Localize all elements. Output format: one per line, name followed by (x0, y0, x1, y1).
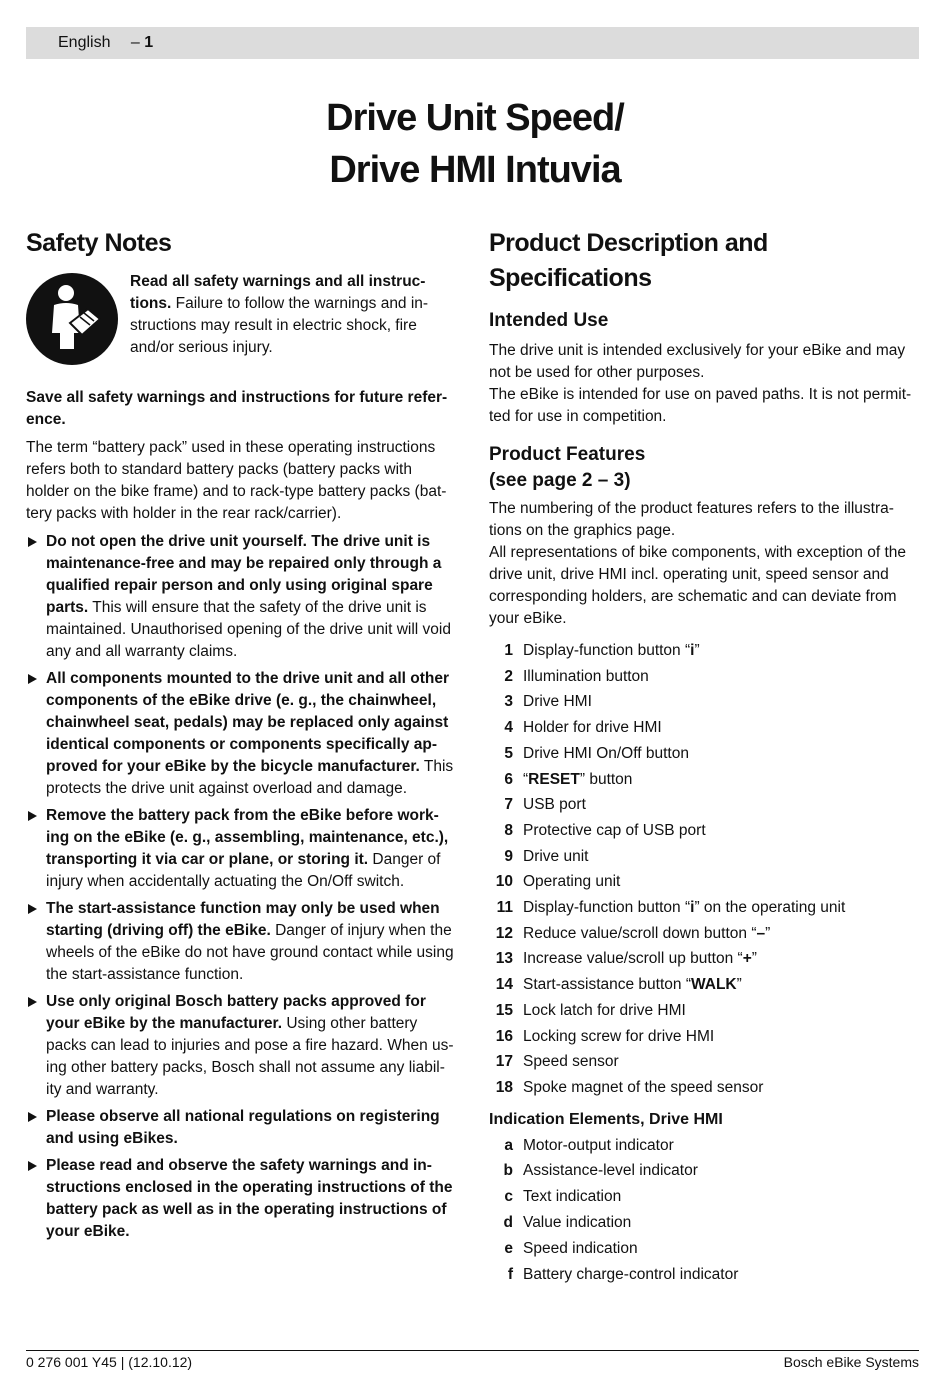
feature-number: 12 (495, 924, 513, 942)
feature-label: Protective cap of USB port (523, 821, 706, 839)
feature-label: “RESET” button (523, 770, 633, 788)
feature-item (489, 895, 921, 921)
feature-label: Illumination button (523, 667, 649, 685)
feature-label: Drive HMI (523, 693, 592, 711)
warning-item (26, 805, 456, 893)
header-separator: – (126, 34, 145, 51)
feature-label: Reduce value/scroll down button “–” (523, 924, 771, 942)
feature-item (489, 972, 921, 998)
safety-intro-bold: Read all safety warnings and all instruc-tions. (130, 273, 426, 312)
warning-bold: The start-assistance function may only be used when starting (driving off) the eBike. (46, 900, 440, 939)
feature-label: Drive HMI On/Off button (523, 744, 689, 762)
indicator-letter: c (504, 1188, 513, 1206)
feature-item (489, 844, 921, 870)
indicator-label: Battery charge-control indicator (523, 1265, 739, 1283)
indicator-label: Text indication (523, 1188, 622, 1206)
safety-heading: Safety Notes (26, 229, 172, 257)
feature-number: 3 (504, 693, 513, 711)
footer-doc-number: 0 276 001 Y45 | (12.10.12) (26, 1354, 193, 1370)
feature-number: 7 (504, 796, 513, 814)
header-page-number: 1 (144, 34, 154, 51)
warning-rest: Using other battery packs can lead to injuries and pose a fire hazard. When us-ing other battery packs, Bosch shall not assume any liabil-ity and warranty. (46, 1015, 454, 1098)
safety-intro-rest: Failure to follow the warnings and in-structions may result in electric shock, fire and/or serious injury. (130, 295, 429, 356)
document-title (0, 92, 950, 196)
features-heading-line-2: (see page 2 – 3) (489, 470, 631, 491)
feature-label: Locking screw for drive HMI (523, 1027, 715, 1045)
warning-bold: Do not open the drive unit yourself. The drive unit is maintenance-free and may be repaired only through a qualified repair person and only using original spare parts. (46, 533, 442, 616)
feature-number: 2 (504, 667, 513, 685)
indicator-label: Motor-output indicator (523, 1136, 674, 1154)
warning-item (26, 531, 456, 663)
feature-item (489, 792, 921, 818)
feature-item (489, 998, 921, 1024)
indicator-letter: f (507, 1265, 513, 1283)
intended-use-text-2: The eBike is intended for use on paved paths. It is not permit-ted for use in competition. (489, 386, 912, 425)
safety-warnings-list (26, 531, 456, 1243)
indicator-label: Value indication (523, 1214, 632, 1232)
warning-rest: Danger of injury when accidentally actuating the On/Off switch. (46, 851, 441, 890)
feature-item (489, 664, 921, 690)
feature-number: 17 (495, 1053, 513, 1071)
warning-item (26, 898, 456, 986)
indication-elements-list (489, 1133, 921, 1288)
feature-item (489, 1024, 921, 1050)
warning-bold: Remove the battery pack from the eBike before work-ing on the eBike (e. g., assembling, maintenance, etc.), transporting it via car or plane, or storing it. (46, 807, 449, 868)
feature-label: Speed sensor (523, 1053, 619, 1071)
indicator-item (489, 1236, 921, 1262)
indication-heading: Indication Elements, Drive HMI (489, 1110, 723, 1128)
feature-number: 5 (504, 744, 513, 762)
feature-number: 10 (495, 873, 513, 891)
safety-column (26, 226, 456, 1248)
feature-label: Increase value/scroll up button “+” (523, 950, 757, 968)
feature-item (489, 946, 921, 972)
feature-label: Drive unit (523, 847, 589, 865)
warning-rest: This protects the drive unit against overload and damage. (46, 758, 454, 797)
features-heading-line-1: Product Features (489, 444, 646, 465)
feature-label: Display-function button “i” on the operating unit (523, 899, 846, 917)
footer-company: Bosch eBike Systems (783, 1354, 919, 1370)
features-heading (489, 442, 921, 494)
warning-bold: Please read and observe the safety warnings and in-structions enclosed in the operating instructions of the battery pack as well as in the operating instructions of your eBike. (46, 1157, 453, 1240)
feature-number: 4 (504, 719, 513, 737)
feature-item (489, 638, 921, 664)
warning-bold: Use only original Bosch battery packs approved for your eBike by the manufacturer. (46, 993, 426, 1032)
product-heading: Product Description and Specifications (489, 229, 768, 292)
feature-item (489, 1075, 921, 1101)
feature-number: 9 (504, 847, 513, 865)
feature-label: Start-assistance button “WALK” (523, 976, 742, 994)
indicator-item (489, 1210, 921, 1236)
triangle-bullet-icon (28, 1112, 37, 1122)
indicator-item (489, 1262, 921, 1288)
feature-item (489, 715, 921, 741)
feature-number: 16 (495, 1027, 513, 1045)
intended-use-text-1: The drive unit is intended exclusively for your eBike and may not be used for other purposes. (489, 342, 906, 381)
indicator-label: Assistance-level indicator (523, 1162, 698, 1180)
warning-rest: Danger of injury when the wheels of the eBike do not have ground contact while using the start-assistance function. (46, 922, 454, 983)
feature-item (489, 869, 921, 895)
indicator-letter: b (503, 1162, 513, 1180)
feature-item (489, 921, 921, 947)
read-manual-icon (26, 273, 118, 365)
safety-intro (26, 271, 456, 365)
feature-item (489, 689, 921, 715)
feature-label: Lock latch for drive HMI (523, 1001, 686, 1019)
save-instructions-note: Save all safety warnings and instructions for future refer-ence. (26, 389, 448, 428)
header-language: English (58, 34, 111, 51)
product-column (489, 226, 921, 1287)
indicator-label: Speed indication (523, 1239, 638, 1257)
features-note-2: All representations of bike components, with exception of the drive unit, drive HMI incl. operating unit, speed sensor and corresponding holders, are schematic and can deviate from your eBike. (489, 544, 907, 627)
warning-item (26, 1155, 456, 1243)
feature-label: Operating unit (523, 873, 621, 891)
triangle-bullet-icon (28, 904, 37, 914)
warning-bold: Please observe all national regulations on registering and using eBikes. (46, 1108, 440, 1147)
feature-number: 1 (504, 642, 513, 659)
product-features-list (489, 638, 921, 1101)
feature-label: Display-function button “i” (523, 642, 700, 659)
feature-number: 14 (495, 976, 513, 994)
indicator-item (489, 1158, 921, 1184)
intended-use-heading: Intended Use (489, 310, 609, 331)
page-header (26, 27, 919, 59)
indicator-letter: e (504, 1239, 513, 1257)
warning-item (26, 668, 456, 800)
indicator-item (489, 1133, 921, 1159)
triangle-bullet-icon (28, 537, 37, 547)
feature-label: Holder for drive HMI (523, 719, 662, 737)
feature-number: 6 (504, 770, 513, 788)
warning-bold: All components mounted to the drive unit and all other components of the eBike drive (e. g., the chainwheel, chainwheel seat, pedals) may be replaced only against identical components or components specifically ap-proved for your eBike by the bicycle manufacturer. (46, 670, 450, 775)
triangle-bullet-icon (28, 674, 37, 684)
triangle-bullet-icon (28, 997, 37, 1007)
warning-rest: This will ensure that the safety of the drive unit is maintained. Unauthorised opening of the drive unit will void any and all warranty claims. (46, 599, 451, 660)
feature-number: 8 (504, 821, 513, 839)
feature-item (489, 818, 921, 844)
battery-term-note: The term “battery pack” used in these operating instructions refers both to standard battery packs (battery packs with holder on the bike frame) and to rack-type battery packs (bat-tery packs with holder in the rear rack/carrier). (26, 439, 447, 522)
indicator-letter: a (504, 1136, 513, 1154)
safety-intro-text (130, 271, 456, 365)
feature-label: Spoke magnet of the speed sensor (523, 1078, 764, 1096)
title-line-1: Drive Unit Speed/ (326, 97, 624, 139)
indicator-item (489, 1184, 921, 1210)
triangle-bullet-icon (28, 1161, 37, 1171)
warning-item (26, 991, 456, 1101)
indicator-letter: d (503, 1214, 513, 1232)
feature-item (489, 741, 921, 767)
triangle-bullet-icon (28, 811, 37, 821)
footer-divider (26, 1350, 919, 1351)
feature-label: USB port (523, 796, 586, 814)
feature-number: 13 (495, 950, 513, 968)
feature-number: 11 (496, 899, 513, 917)
features-note-1: The numbering of the product features refers to the illustra-tions on the graphics page. (489, 500, 894, 539)
warning-item (26, 1106, 456, 1150)
title-line-2: Drive HMI Intuvia (329, 149, 621, 191)
feature-number: 15 (495, 1001, 513, 1019)
feature-number: 18 (495, 1078, 513, 1096)
feature-item (489, 1049, 921, 1075)
feature-item (489, 767, 921, 793)
